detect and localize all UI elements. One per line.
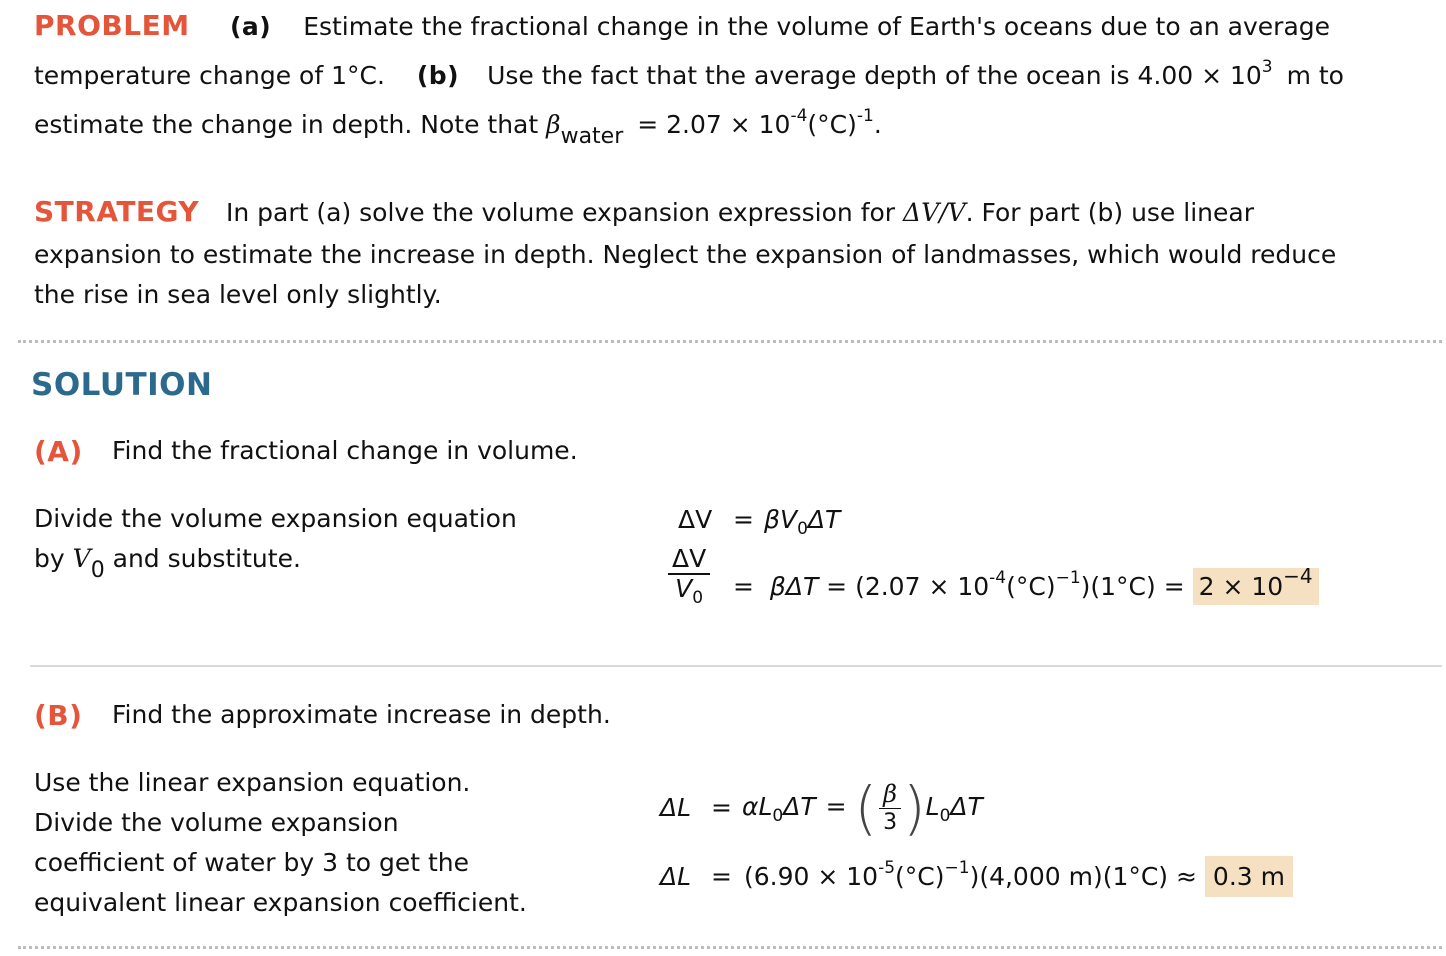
part-a-marker: (a) xyxy=(230,12,272,41)
part-b-eq1-dt2: ΔT xyxy=(950,792,983,821)
part-b-eq1-dt: ΔT xyxy=(783,792,816,821)
part-a-eq2-den: V xyxy=(675,574,693,603)
part-b-eq2-post: )(4,000 m)(1°C) ≈ xyxy=(969,862,1197,891)
strategy-line-1 xyxy=(226,198,1254,228)
part-a-title: Find the fractional change in volume. xyxy=(112,436,578,465)
beta-unit: (°C) xyxy=(807,110,857,139)
part-a-eq2-den-wrap xyxy=(668,574,710,608)
part-b-eq1-frac-den: 3 xyxy=(883,809,898,835)
part-a-eq2-num: ΔV xyxy=(668,545,710,575)
beta-value: = 2.07 × 10 xyxy=(629,110,791,139)
part-b-eq2-unit: (°C) xyxy=(895,862,945,891)
beta-exp: -4 xyxy=(790,106,808,126)
part-b-exp: 3 xyxy=(1261,57,1273,77)
part-a-label: (A) xyxy=(34,435,83,468)
problem-line-3 xyxy=(34,106,882,149)
part-b-text: Use the fact that the average depth of the ocean is 4.00 × 10 xyxy=(487,61,1262,90)
part-b-eq1-eq2: = xyxy=(825,792,847,821)
part-b-eq1-paren-close: ) xyxy=(903,774,926,842)
divider-dotted-top xyxy=(18,340,1442,343)
part-b-eq2-rhs xyxy=(744,858,1293,892)
part-b-desc-1: Use the linear expansion equation. xyxy=(34,768,471,797)
part-b-answer: 0.3 m xyxy=(1205,856,1293,897)
part-b-eq2-eq: = xyxy=(711,862,732,891)
part-b-desc-4: equivalent linear expansion coefficient. xyxy=(34,888,527,917)
part-a-text: Estimate the fractional change in the volume of Earth's oceans due to an average xyxy=(303,12,1331,41)
part-a-answer-exp: −4 xyxy=(1283,564,1313,588)
part-a-eq1-beta: βV xyxy=(764,505,798,534)
part-a-eq1-sub: 0 xyxy=(797,519,808,539)
part-a-eq1-eq: = xyxy=(733,505,754,534)
part-a-desc-2 xyxy=(34,544,301,583)
part-b-eq2-exp2: −1 xyxy=(944,858,970,878)
part-b-title: Find the approximate increase in depth. xyxy=(112,700,611,729)
part-b-eq1-eq: = xyxy=(711,793,732,822)
part-b-eq1-L: L xyxy=(925,792,940,821)
problem-line-1 xyxy=(230,12,1330,42)
part-b-eq2-lhs: ΔL xyxy=(660,862,692,891)
part-a-eq2-frac xyxy=(668,544,710,608)
part-b-desc-3: coefficient of water by 3 to get the xyxy=(34,848,470,877)
strategy-line-2: expansion to estimate the increase in depth. Neglect the expansion of landmasses, which would reduce xyxy=(34,240,1337,269)
part-b-text-post: m to xyxy=(1286,61,1344,90)
part-a-text-2: temperature change of 1°C. xyxy=(34,61,385,90)
part-a-eq2-exp2: −1 xyxy=(1055,568,1081,588)
problem-line-3-text: estimate the change in depth. Note that xyxy=(34,110,547,139)
part-b-desc-2: Divide the volume expansion xyxy=(34,808,399,837)
part-b-eq1-sub-b: 0 xyxy=(939,806,951,826)
part-a-answer-base: 2 × 10 xyxy=(1198,572,1284,601)
divider-dotted-bottom xyxy=(18,946,1442,949)
part-b-label: (B) xyxy=(34,699,83,732)
part-b-eq1-lhs: ΔL xyxy=(660,793,692,822)
part-a-eq1-lhs: ΔV xyxy=(678,505,713,534)
part-b-eq2-exp1: -5 xyxy=(878,858,896,878)
part-a-desc-2-pre: by xyxy=(34,544,73,573)
problem-line-2 xyxy=(34,57,1344,91)
strategy-math: ΔV/V xyxy=(903,198,966,227)
part-a-eq2-exp1: -4 xyxy=(989,568,1007,588)
part-a-eq2-rhs1: βΔT xyxy=(769,572,819,601)
beta-sub: water xyxy=(560,124,624,149)
period: . xyxy=(873,110,882,139)
part-a-answer xyxy=(1193,564,1319,605)
part-b-marker: (b) xyxy=(416,61,460,90)
strategy-line-3: the rise in sea level only slightly. xyxy=(34,280,442,309)
part-a-eq2-line xyxy=(733,564,1319,602)
strategy-label: STRATEGY xyxy=(34,195,200,228)
beta-symbol: β xyxy=(546,110,561,139)
part-b-eq1-paren-open: ( xyxy=(854,774,878,842)
part-b-eq1-alpha: αL xyxy=(742,792,773,821)
solution-heading: SOLUTION xyxy=(31,367,213,403)
part-b-eq1-rhs xyxy=(742,772,983,842)
part-a-desc-1: Divide the volume expansion equation xyxy=(34,504,517,533)
strategy-line-1-pre: In part (a) solve the volume expansion expression for xyxy=(226,198,904,227)
part-a-eq2-unit: (°C) xyxy=(1006,572,1056,601)
beta-unit-exp: -1 xyxy=(856,106,874,126)
part-a-desc-v: V xyxy=(72,544,91,573)
problem-label: PROBLEM xyxy=(34,9,190,42)
part-a-desc-sub: 0 xyxy=(90,558,105,583)
part-a-eq2-eq: = xyxy=(733,572,754,601)
part-a-desc-2-post: and substitute. xyxy=(104,544,301,573)
part-a-eq2-fraction xyxy=(668,544,710,608)
strategy-line-1-post: . For part (b) use linear xyxy=(965,198,1254,227)
part-b-eq1-fraction xyxy=(879,780,901,837)
part-a-eq1-rhs xyxy=(764,505,841,539)
part-b-eq1-sub: 0 xyxy=(772,806,784,826)
part-a-eq1-dt: ΔT xyxy=(807,505,841,534)
part-a-eq2-den-sub: 0 xyxy=(692,588,704,608)
divider-solid xyxy=(30,665,1442,667)
part-a-eq2-post: )(1°C) = xyxy=(1080,572,1193,601)
part-b-eq1-frac-num: β xyxy=(879,780,901,809)
part-b-eq2-pre: (6.90 × 10 xyxy=(744,862,879,891)
part-a-eq2-rhs2: = (2.07 × 10 xyxy=(818,572,990,601)
